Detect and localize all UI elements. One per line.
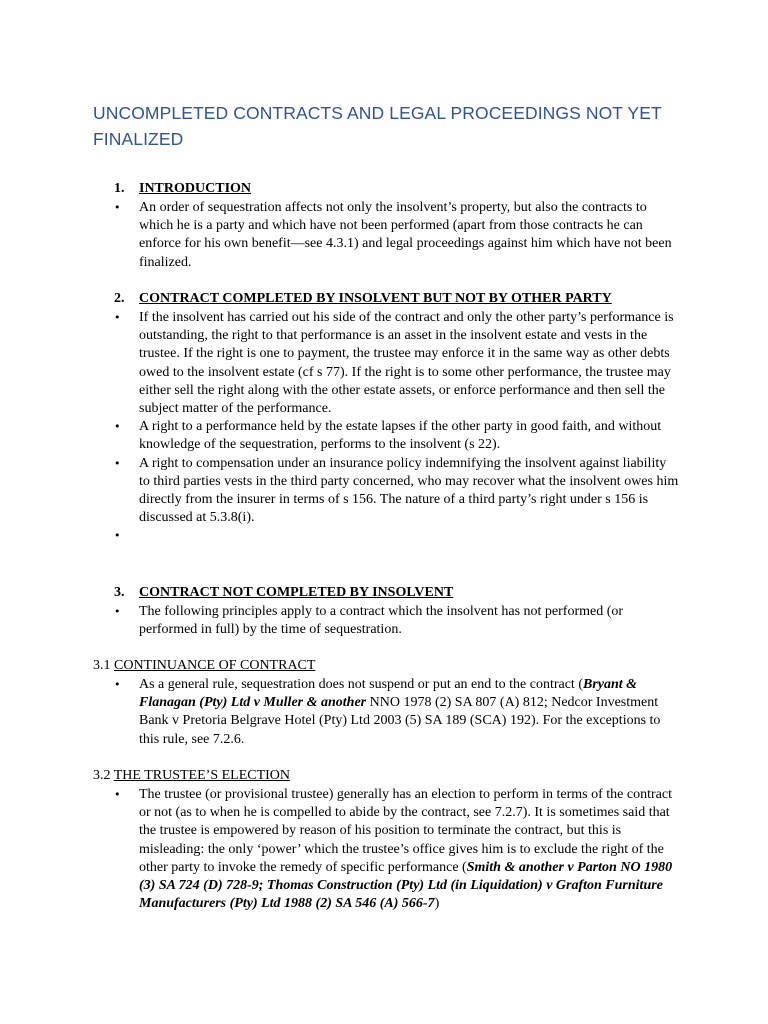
section-number: 2. (114, 291, 125, 306)
section-3-2-heading (93, 767, 290, 785)
section-3-2-bullets (114, 786, 680, 913)
section-title: CONTINUANCE OF CONTRACT (114, 658, 316, 673)
case-citation: Bryant & Flanagan (Pty) Ltd v Muller & another (139, 677, 638, 711)
list-item (114, 527, 680, 545)
section-title: THE TRUSTEE’S ELECTION (113, 768, 291, 783)
section-title: CONTRACT NOT COMPLETED BY INSOLVENT (139, 585, 454, 600)
case-citation: Smith & another v Parton NO 1980 (3) SA 724 (D) 728-9; Thomas Construction (Pty) Ltd (in Liquidation) v Grafton Furniture Manufacturers (Pty) Ltd 1988 (2) SA 546 (A) 566-7 (139, 859, 673, 912)
section-1-heading (114, 180, 251, 198)
section-title: INTRODUCTION (139, 181, 252, 196)
section-number: 3.2 (93, 768, 111, 783)
section-2-heading (114, 290, 612, 308)
text-run: As a general rule, sequestration does not suspend or put an end to the contract ( (139, 677, 583, 692)
section-2-bullets (114, 309, 680, 546)
list-item (114, 786, 680, 913)
section-number: 3.1 (93, 658, 111, 673)
text-run: ) (434, 896, 440, 912)
list-item (114, 676, 680, 749)
section-3-1-heading (93, 657, 315, 675)
list-item: • A right to a performance held by the estate lapses if the other party in good faith, and without knowledge of the sequestration, performs to the insolvent (s 22). (114, 418, 680, 454)
section-1-bullets (114, 199, 680, 272)
section-number: 3. (114, 585, 125, 600)
section-title: CONTRACT COMPLETED BY INSOLVENT BUT NOT BY OTHER PARTY (139, 291, 612, 306)
section-3-bullets (114, 603, 680, 639)
list-item: • A right to compensation under an insurance policy indemnifying the insolvent against liability to third parties vests in the third party concerned, who may recover what the insolvent owes him directly from the insurer in terms of s 156. The nature of a third party’s right under s 156 is discussed at 5.3.8(i). (114, 455, 680, 528)
list-item: • The following principles apply to a contract which the insolvent has not performed (or performed in full) by the time of sequestration. (114, 603, 680, 639)
section-3-heading (114, 584, 453, 602)
document-title: UNCOMPLETED CONTRACTS AND LEGAL PROCEEDINGS NOT YET FINALIZED (93, 103, 662, 149)
section-3-1-bullets (114, 676, 680, 749)
list-item: • An order of sequestration affects not only the insolvent’s property, but also the contracts to which he is a party and which have not been performed (apart from those contracts he can enforce for his own benefit—see 4.3.1) and legal proceedings against him which have not been finalized. (114, 199, 680, 272)
list-item: • If the insolvent has carried out his side of the contract and only the other party’s performance is outstanding, the right to that performance is an asset in the insolvent estate and vests in the trustee. If the right is one to payment, the trustee may enforce it in the same way as other debts owed to the insolvent estate (cf s 77). If the right is to some other performance, the trustee may either sell the right along with the other estate assets, or enforce performance and then sell the subject matter of the performance. (114, 309, 680, 418)
section-number: 1. (114, 181, 125, 196)
text-run: NNO 1978 (2) SA 807 (A) 812; Nedcor Investment Bank v Pretoria Belgrave Hotel (Pty) Ltd 2003 (5) SA 189 (SCA) 192). For the exceptions to this rule, see 7.2.6. (139, 695, 661, 747)
text-run: The trustee (or provisional trustee) generally has an election to perform in terms of the contract or not (as to when he is compelled to abide by the contract, see 7.2.7). It is sometimes said that the trustee is empowered by reason of his position to terminate the contract, but this is misleading: the only ‘power’ which the trustee’s office gives him is to exclude the right of the other party to invoke the remedy of specific performance ( (139, 787, 672, 875)
